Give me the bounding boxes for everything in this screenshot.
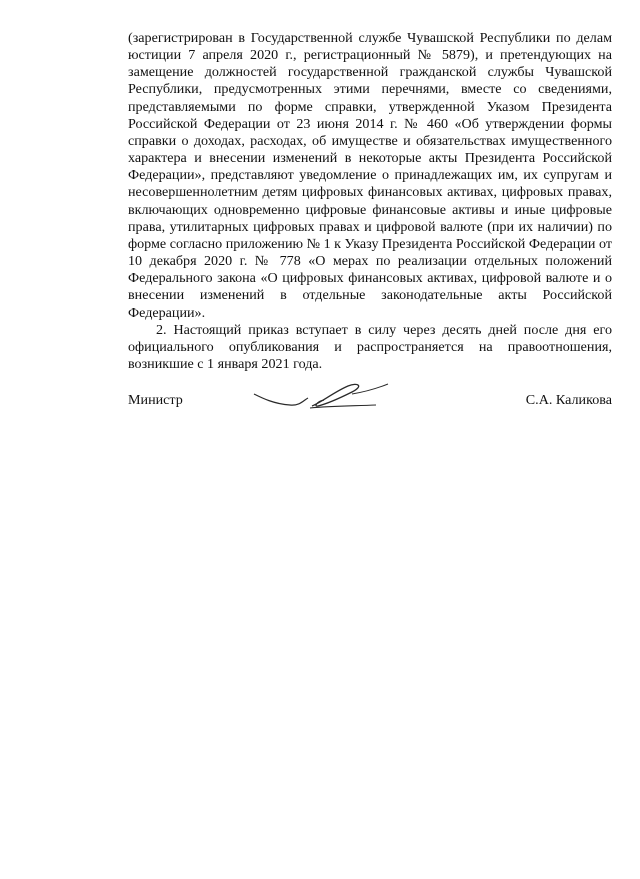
paragraph-continuation: (зарегистрирован в Государственной службе Чувашской Республики по делам юстиции 7 апреля 2020 г., регистрационный № 5879), и претендующих на замещение должностей государственной гражданской службы Чувашской Республики, предусмотренных этими перечнями, вместе со сведениями, представляемыми по форме справки, утвержденной Указом Президента Российской Федерации от 23 июня 2014 г. № 460 «Об утверждении формы справки о доходах, расходах, об имуществе и обязательствах имущественного характера и внесении изменений в некоторые акты Президента Российской Федерации», представляют уведомление о принадлежащих им, их супругам и несовершеннолетним детям цифровых финансовых активах, цифровых правах, включающих одновременно цифровые финансовые активы и иные цифровые права, утилитарных цифровых правах и цифровой валюте (при их наличии) по форме согласно приложению № 1 к Указу Президента Российской Федерации от 10 декабря 2020 г. № 778 «О мерах по реализации отдельных положений Федерального закона «О цифровых финансовых активах, цифровой валюте и о внесении изменений в отдельные законодательные акты Российской Федерации». [128,30,612,321]
handwritten-signature [252,380,392,420]
signatory-name: С.А. Каликова [525,392,612,408]
document-body [128,30,612,373]
signature-block [128,380,612,424]
signatory-role: Министр [128,392,183,408]
paragraph-effective-date: 2. Настоящий приказ вступает в силу через десять дней после дня его официального опубликования и распространяется на правоотношения, возникшие с 1 января 2021 года. [128,321,612,372]
